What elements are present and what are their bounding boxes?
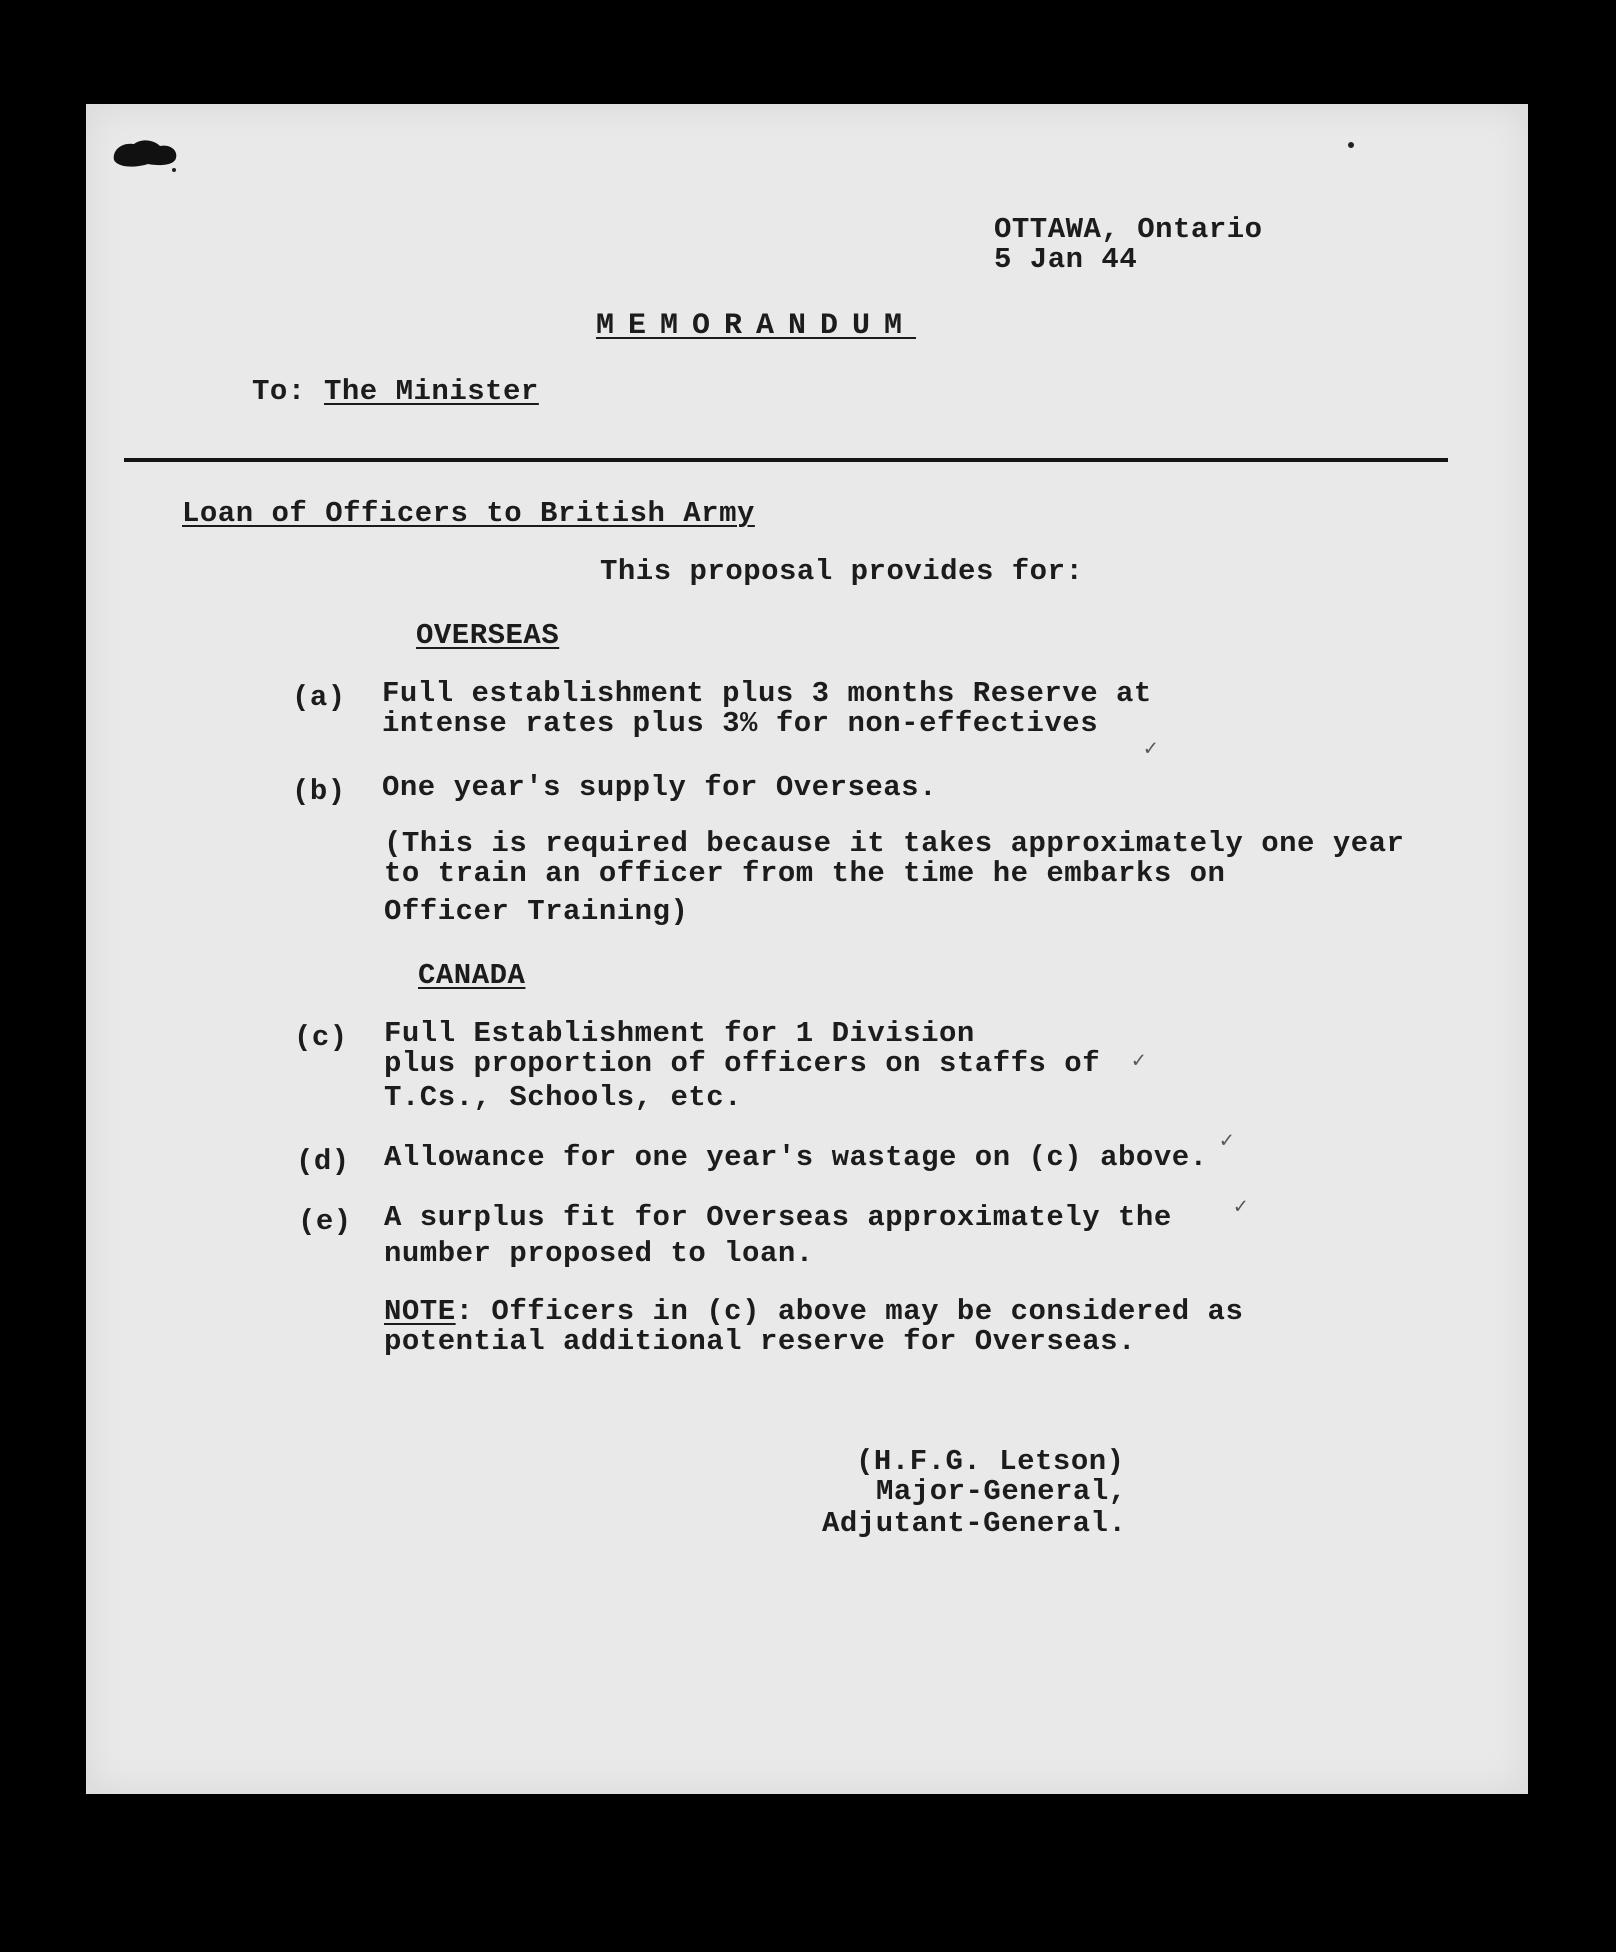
horizontal-rule <box>124 458 1448 462</box>
section-heading-overseas: OVERSEAS <box>416 619 560 652</box>
punch-mark <box>1348 142 1354 148</box>
check-mark-icon: ✓ <box>1234 1195 1248 1220</box>
memo-title: MEMORANDUM <box>596 309 917 343</box>
item-b-note-line-1: (This is required because it takes approximately one year <box>384 827 1405 860</box>
to-label: To: <box>252 375 306 408</box>
item-c-line-3: T.Cs., Schools, etc. <box>384 1081 743 1114</box>
item-b-note-line-2: to train an officer from the time he embarks on <box>384 857 1226 890</box>
memo-intro: This proposal provides for: <box>600 555 1084 588</box>
ink-blot-mark <box>108 136 182 170</box>
punch-mark <box>172 168 176 172</box>
memo-place: OTTAWA, Ontario <box>994 213 1263 246</box>
section-heading-canada: CANADA <box>418 959 526 992</box>
signature-rank: Major-General, <box>876 1475 1127 1508</box>
item-marker-a: (a) <box>292 681 346 714</box>
check-mark-icon: ✓ <box>1132 1049 1146 1074</box>
memo-page <box>86 104 1528 1794</box>
item-b-line-1: One year's supply for Overseas. <box>382 771 937 804</box>
item-marker-d: (d) <box>296 1145 350 1178</box>
signature-name: (H.F.G. Letson) <box>856 1445 1125 1478</box>
to-recipient: The Minister <box>324 375 539 408</box>
item-a-line-2: intense rates plus 3% for non-effectives <box>382 707 1099 740</box>
signature-title: Adjutant-General. <box>822 1507 1127 1540</box>
check-mark-icon: ✓ <box>1144 737 1158 762</box>
memo-subject: Loan of Officers to British Army <box>182 497 755 530</box>
item-e-line-1: A surplus fit for Overseas approximately the <box>384 1201 1172 1234</box>
item-marker-e: (e) <box>298 1205 352 1238</box>
note-text: : Officers in (c) above may be considered as <box>455 1295 1244 1328</box>
item-c-line-1: Full Establishment for 1 Division <box>384 1017 975 1050</box>
item-b-note-line-3: Officer Training) <box>384 895 689 928</box>
note-label: NOTE <box>384 1295 456 1328</box>
note-line-1 <box>384 1296 1243 1328</box>
note-line-2: potential additional reserve for Overseas. <box>384 1325 1136 1358</box>
item-marker-b: (b) <box>292 775 346 808</box>
item-a-line-1: Full establishment plus 3 months Reserve at <box>382 677 1152 710</box>
item-marker-c: (c) <box>294 1021 348 1054</box>
item-c-line-2: plus proportion of officers on staffs of <box>384 1047 1101 1080</box>
item-e-line-2: number proposed to loan. <box>384 1237 814 1270</box>
check-mark-icon: ✓ <box>1220 1129 1234 1154</box>
item-d-line-1: Allowance for one year's wastage on (c) above. <box>384 1141 1208 1174</box>
memo-date: 5 Jan 44 <box>994 243 1138 276</box>
